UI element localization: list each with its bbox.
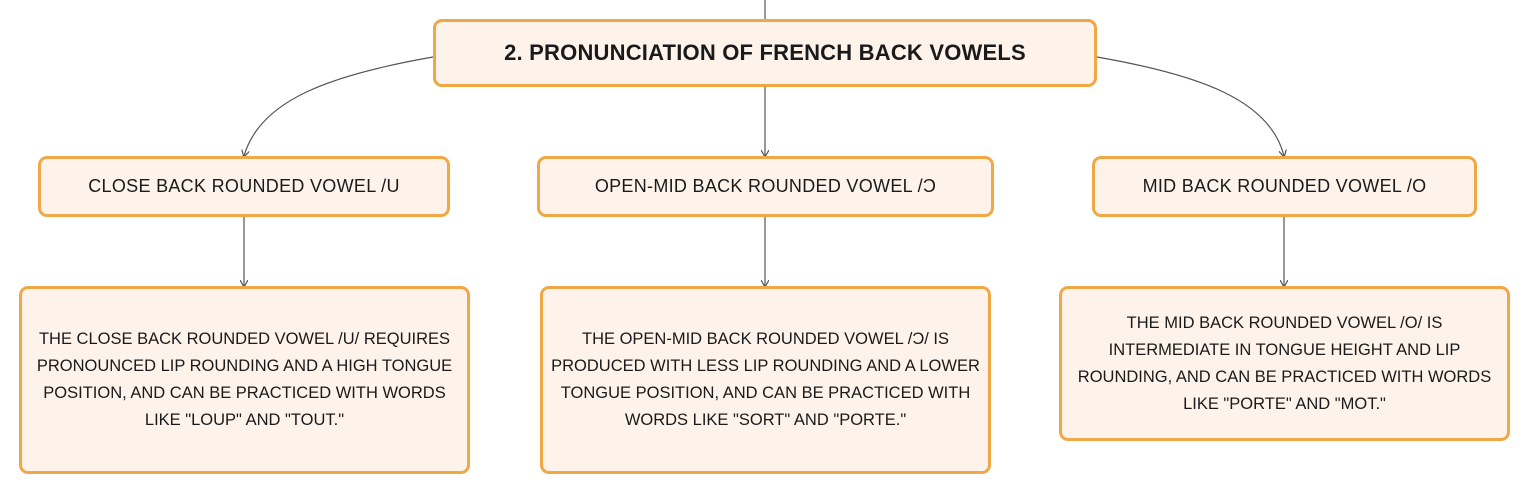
- branch-node-label: OPEN-MID BACK ROUNDED VOWEL /Ɔ: [594, 176, 937, 196]
- branch-node-open-mid-back-rounded-vowel[interactable]: [537, 156, 994, 217]
- root-node[interactable]: [433, 19, 1097, 87]
- branch-node-mid-back-rounded-vowel[interactable]: [1092, 156, 1477, 217]
- leaf-node-text: THE MID BACK ROUNDED VOWEL /O/ IS INTERMEDIATE IN TONGUE HEIGHT AND LIP ROUNDING, AND CAN BE PRACTICED WITH WORDS LIKE "PORTE" AND "MOT.": [1077, 313, 1492, 413]
- leaf-node-close-back-rounded-vowel-description[interactable]: [19, 286, 470, 474]
- connector-root-to-branch-1: [244, 57, 433, 156]
- branch-node-label: CLOSE BACK ROUNDED VOWEL /U: [88, 176, 400, 196]
- branch-node-label: MID BACK ROUNDED VOWEL /O: [1142, 176, 1427, 196]
- leaf-node-mid-back-rounded-vowel-description[interactable]: [1059, 286, 1510, 441]
- connector-root-to-branch-3: [1097, 57, 1284, 156]
- leaf-node-open-mid-back-rounded-vowel-description[interactable]: [540, 286, 991, 474]
- branch-node-close-back-rounded-vowel[interactable]: [38, 156, 450, 217]
- root-node-label: 2. PRONUNCIATION OF FRENCH BACK VOWELS: [504, 40, 1026, 65]
- leaf-node-text: THE OPEN-MID BACK ROUNDED VOWEL /Ɔ/ IS PRODUCED WITH LESS LIP ROUNDING AND A LOWER TONGUE POSITION, AND CAN BE PRACTICED WITH WORDS LIKE "SORT" AND "PORTE.": [551, 330, 980, 429]
- leaf-node-text: THE CLOSE BACK ROUNDED VOWEL /U/ REQUIRES PRONOUNCED LIP ROUNDING AND A HIGH TONGUE POSITION, AND CAN BE PRACTICED WITH WORDS LIKE "LOUP" AND "TOUT.": [36, 330, 453, 429]
